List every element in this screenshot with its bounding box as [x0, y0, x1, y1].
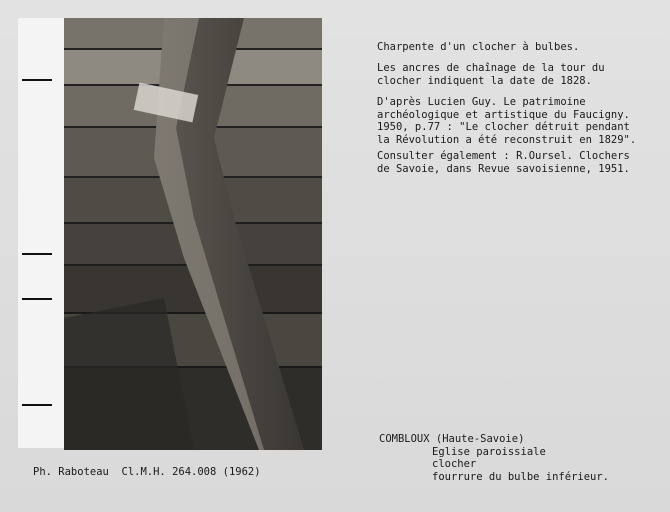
timber-frame-photo — [64, 18, 322, 450]
caption-line: clocher indiquent la date de 1828. — [377, 74, 592, 87]
photo-credit: Ph. Raboteau Cl.M.H. 264.008 (1962) — [33, 466, 261, 478]
caption-line: de Savoie, dans Revue savoisienne, 1951. — [377, 162, 630, 175]
photo-mount-strip — [18, 18, 64, 448]
caption-anchors — [377, 62, 657, 87]
caption-source — [377, 96, 657, 146]
caption-line: archéologique et artistique du Faucigny. — [377, 108, 630, 121]
caption-line: 1950, p.77 : "Le clocher détruit pendant — [377, 121, 630, 133]
location-town: COMBLOUX (Haute-Savoie) — [379, 433, 525, 445]
location-building: Eglise paroissiale — [432, 445, 546, 458]
location-part: clocher — [432, 458, 477, 470]
margin-tick — [22, 404, 52, 406]
caption-line: Les ancres de chaînage de la tour du — [377, 62, 605, 74]
margin-tick — [22, 253, 52, 255]
caption-line: D'après Lucien Guy. Le patrimoine — [377, 96, 586, 108]
location-block — [379, 433, 609, 483]
caption-see-also — [377, 150, 657, 175]
margin-tick — [22, 298, 52, 300]
caption-line: Consulter également : R.Oursel. Clochers — [377, 150, 630, 162]
photo-drawing — [64, 18, 322, 450]
location-detail: fourrure du bulbe inférieur. — [432, 470, 610, 483]
margin-tick — [22, 79, 52, 81]
caption-title: Charpente d'un clocher à bulbes. — [377, 41, 580, 53]
caption-line: la Révolution a été reconstruit en 1829". — [377, 133, 637, 146]
